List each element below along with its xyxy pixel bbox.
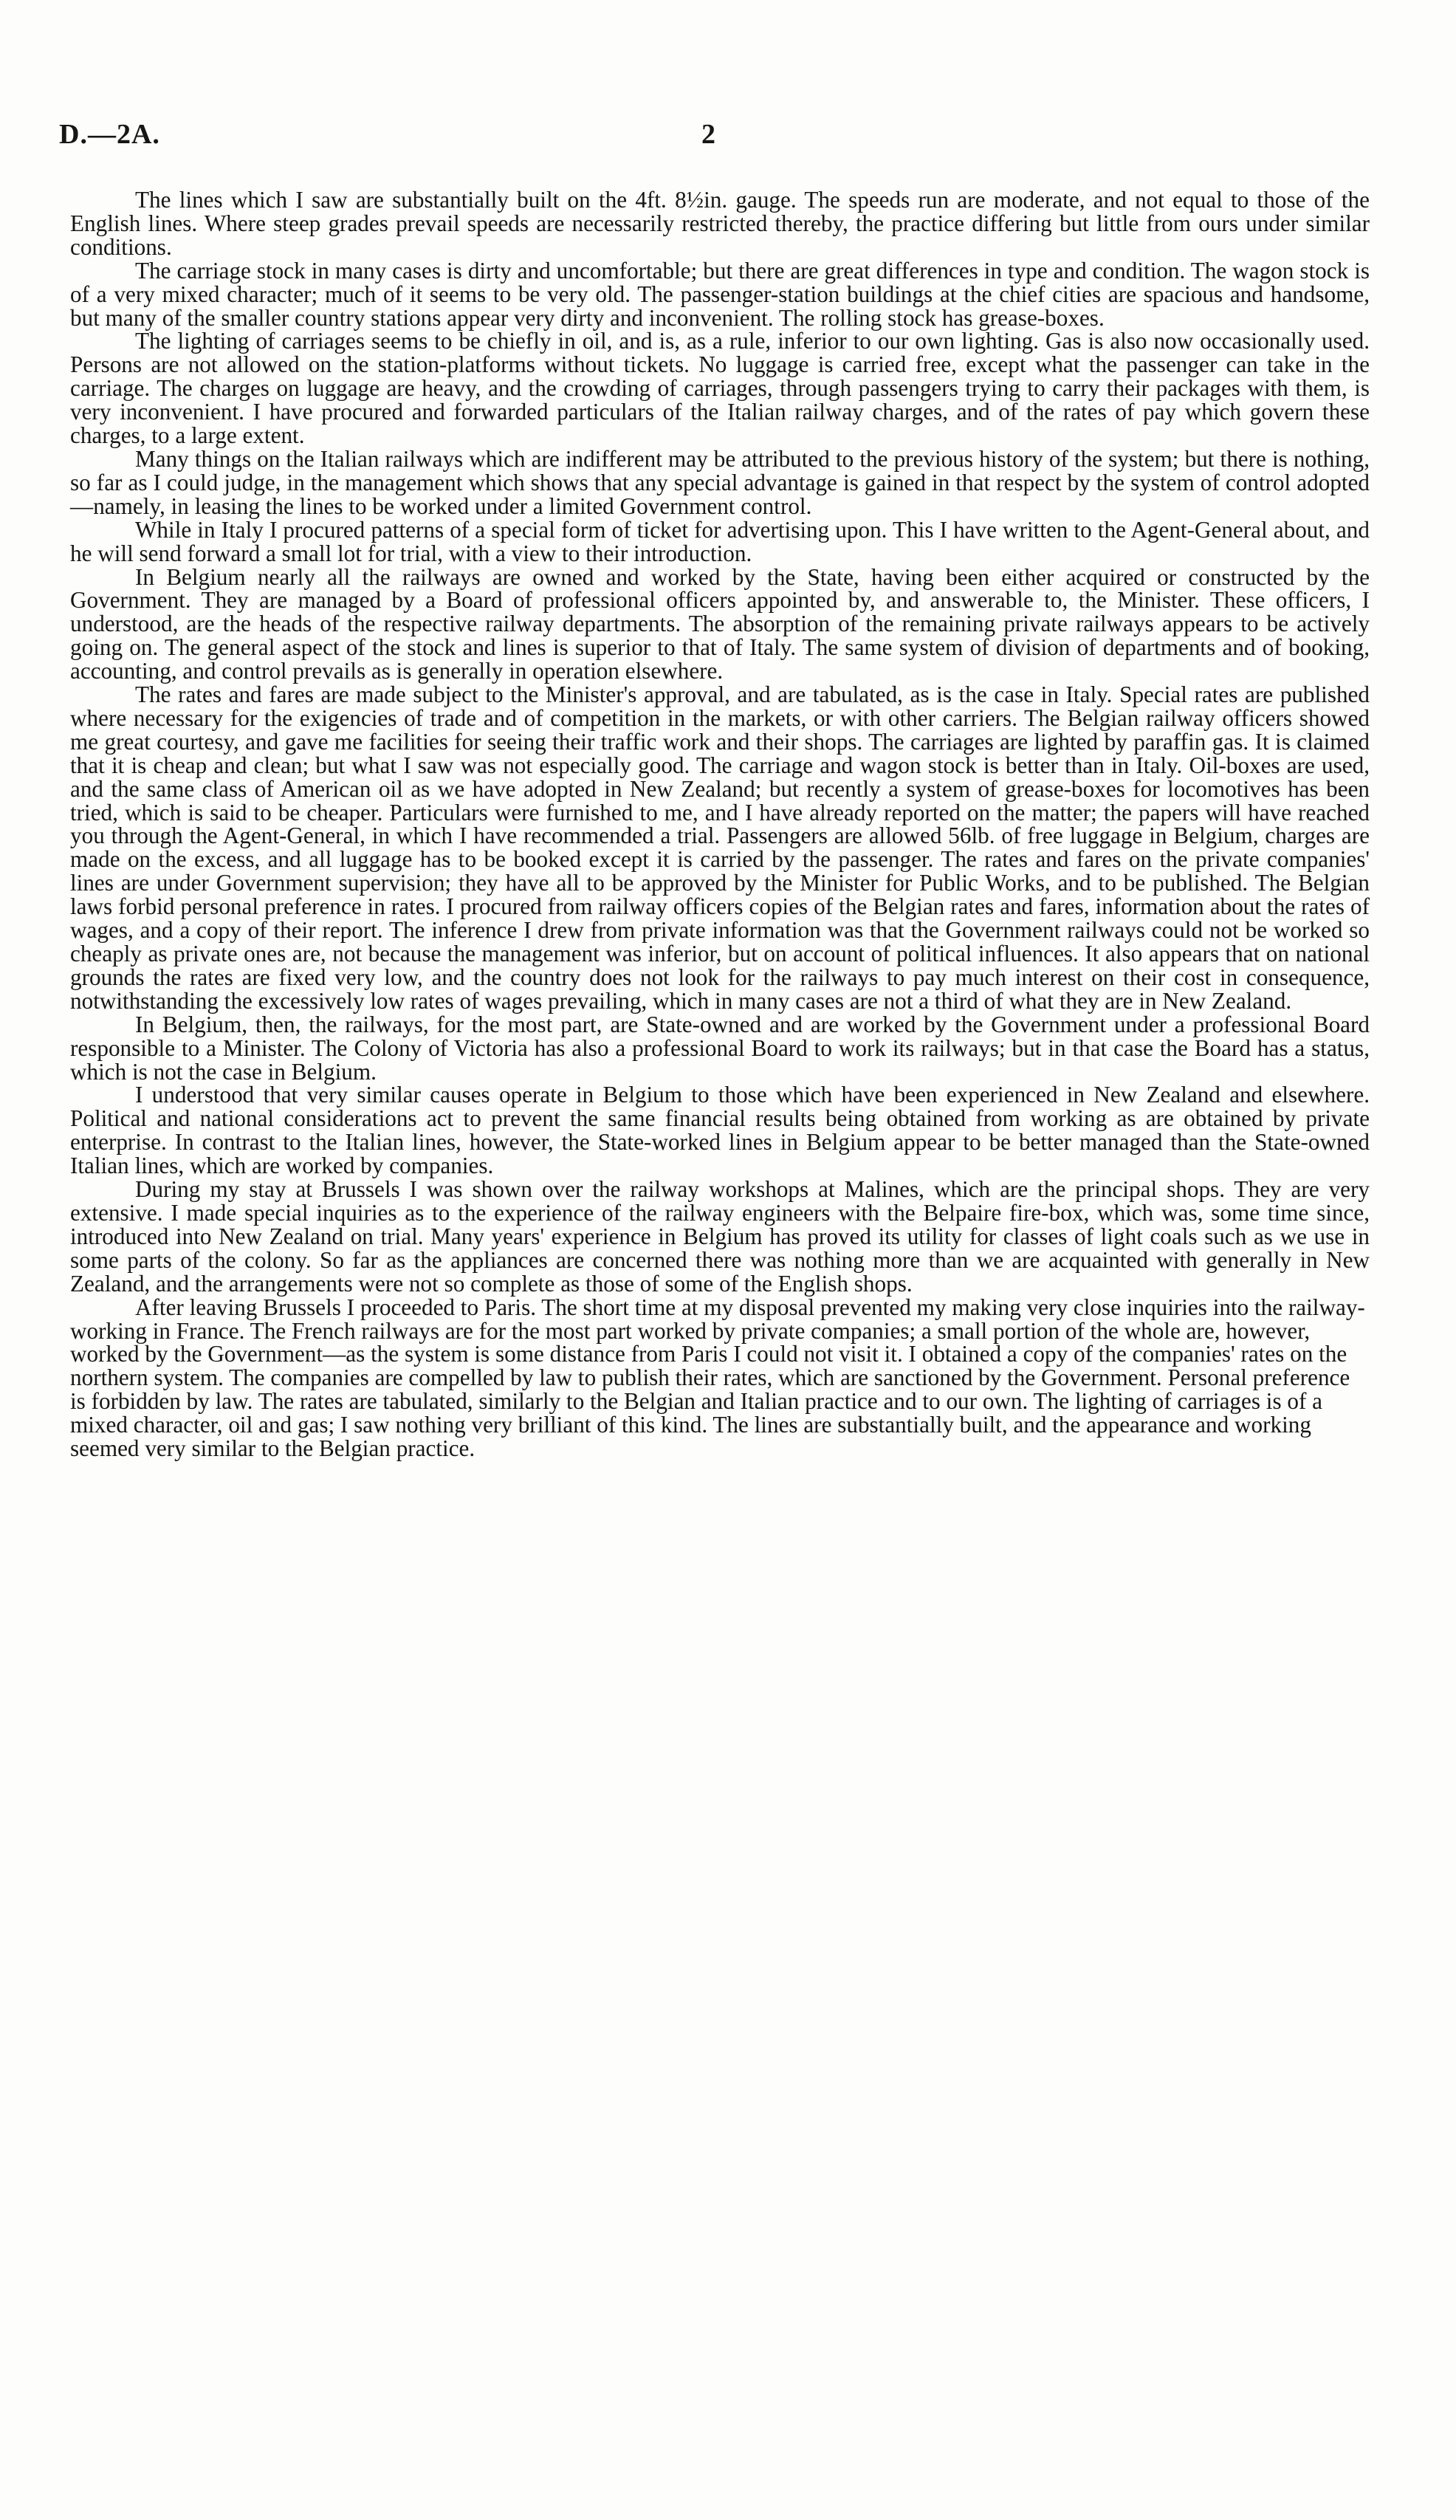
paragraph-italian-management: Many things on the Italian railways which are indifferent may be attributed to the previous history of the system; but there is nothing, so far as I could judge, in the management which shows that any special advantage is gained in that respect by the system of control adopted—namely, in leasing the lines to be worked under a limited Government control. xyxy=(70,445,1370,519)
paragraph-carriage-stock: The carriage stock in many cases is dirty and uncomfortable; but there are great differences in type and condition. The wagon stock is of a very mixed character; much of it seems to be very old. The passenger-station buildings at the chief cities are spacious and handsome, but many of the smaller country stations appear very dirty and inconvenient. The rolling stock has grease-boxes. xyxy=(70,257,1370,331)
paragraph-advertising-tickets: While in Italy I procured patterns of a special form of ticket for advertising upon. This I have written to the Agent-General about, and he will send forward a small lot for trial, with a view to their introduction. xyxy=(70,516,1370,566)
paragraph-french-railways: After leaving Brussels I proceeded to Paris. The short time at my disposal prevented my making very close inquiries into the railway-working in France. The French railways are for the most part worked by private companies; a small portion of the whole are, however, worked by the Government—as the system is some distance from Paris I could not visit it. I obtained a copy of the companies' rates on the northern system. The companies are compelled by law to publish their rates, which are sanctioned by the Government. Personal preference is forbidden by law. The rates are tabulated, similarly to the Belgian and Italian practice and to our own. The lighting of carriages is of a mixed character, oil and gas; I saw nothing very brilliant of this kind. The lines are substantially built, and the appearance and working seemed very similar to the Belgian practice. xyxy=(70,1294,1365,1462)
paragraph-belgian-summary: In Belgium, then, the railways, for the most part, are State-owned and are worked by the Government under a professional Board responsible to a Minister. The Colony of Victoria has also a professional Board to work its railways; but in that case the Board has a status, which is not the case in Belgium. xyxy=(70,1011,1370,1085)
page-number: 2 xyxy=(701,119,715,150)
paragraph-belgian-rates-and-fares: The rates and fares are made subject to the Minister's approval, and are tabulated, as is the case in Italy. Special rates are published where necessary for the exigencies of trade and of competition in the markets, or with other carriers. The Belgian railway officers showed me great courtesy, and gave me facilities for seeing their traffic work and their shops. The carriages are lighted by paraffin gas. It is claimed that it is cheap and clean; but what I saw was not especially good. The carriage and wagon stock is better than in Italy. Oil-boxes are used, and the same class of American oil as we have adopted in New Zealand; but recently a system of grease-boxes for locomotives has been tried, which is said to be cheaper. Particulars were furnished to me, and I have already reported on the matter; the papers will have reached you through the Agent-General, in which I have recommended a trial. Passengers are allowed 56lb. of free luggage in Belgium, charges are made on the excess, and all luggage has to be booked except it is carried by the passenger. The rates and fares on the private companies' lines are under Government supervision; they have all to be approved by the Minister for Public Works, and to be published. The Belgian laws forbid personal preference in rates. I procured from railway officers copies of the Belgian rates and fares, information about the rates of wages, and a copy of their report. The inference I drew from private information was that the Government railways could not be worked so cheaply as private ones are, not because the management was inferior, but on account of political influences. It also appears that on national grounds the rates are fixed very low, and the country does not look for the railways to pay much interest on their cost in consequence, notwithstanding the excessively low rates of wages prevailing, which in many cases are not a third of what they are in New Zealand. xyxy=(70,682,1370,1014)
page-header xyxy=(59,118,1395,162)
body-text xyxy=(70,188,1370,1460)
paragraph-lighting-and-luggage: The lighting of carriages seems to be chiefly in oil, and is, as a rule, inferior to our own lighting. Gas is also now occasionally used. Persons are not allowed on the station-platforms without tickets. No luggage is carried free, except what the passenger can take in the carriage. The charges on luggage are heavy, and the crowding of carriages, through passengers trying to carry their packages with them, is very inconvenient. I have procured and forwarded particulars of the Italian railway charges, and of the rates of pay which govern these charges, to a large extent. xyxy=(70,328,1370,449)
paragraph-malines-workshops: During my stay at Brussels I was shown over the railway workshops at Malines, which are the principal shops. They are very extensive. I made special inquiries as to the experience of the railway engineers with the Belpaire fire-box, which was, some time since, introduced into New Zealand on trial. Many years' experience in Belgium has proved its utility for classes of light coals such as we use in some parts of the colony. So far as the appliances are concerned there was nothing more than we are acquainted with generally in New Zealand, and the arrangements were not so complete as those of some of the English shops. xyxy=(70,1176,1370,1297)
paragraph-gauge-and-speeds: The lines which I saw are substantially built on the 4ft. 8½in. gauge. The speeds run are moderate, and not equal to those of the English lines. Where steep grades prevail speeds are necessarily restricted thereby, the practice differing but little from ours under similar conditions. xyxy=(70,187,1370,260)
paragraph-belgian-state-railways: In Belgium nearly all the railways are owned and worked by the State, having been either acquired or constructed by the Government. They are managed by a Board of professional officers appointed by, and answerable to, the Minister. These officers, I understood, are the heads of the respective railway departments. The absorption of the remaining private railways appears to be actively going on. The general aspect of the stock and lines is superior to that of Italy. The same system of division of departments and of booking, accounting, and control prevails as is generally in operation elsewhere. xyxy=(70,563,1370,684)
paragraph-political-causes: I understood that very similar causes operate in Belgium to those which have been experienced in New Zealand and elsewhere. Political and national considerations act to prevent the same financial results being obtained from working as are obtained by private enterprise. In contrast to the Italian lines, however, the State-worked lines in Belgium appear to be better managed than the State-owned Italian lines, which are worked by companies. xyxy=(70,1082,1370,1179)
document-reference: D.—2A. xyxy=(59,119,160,150)
